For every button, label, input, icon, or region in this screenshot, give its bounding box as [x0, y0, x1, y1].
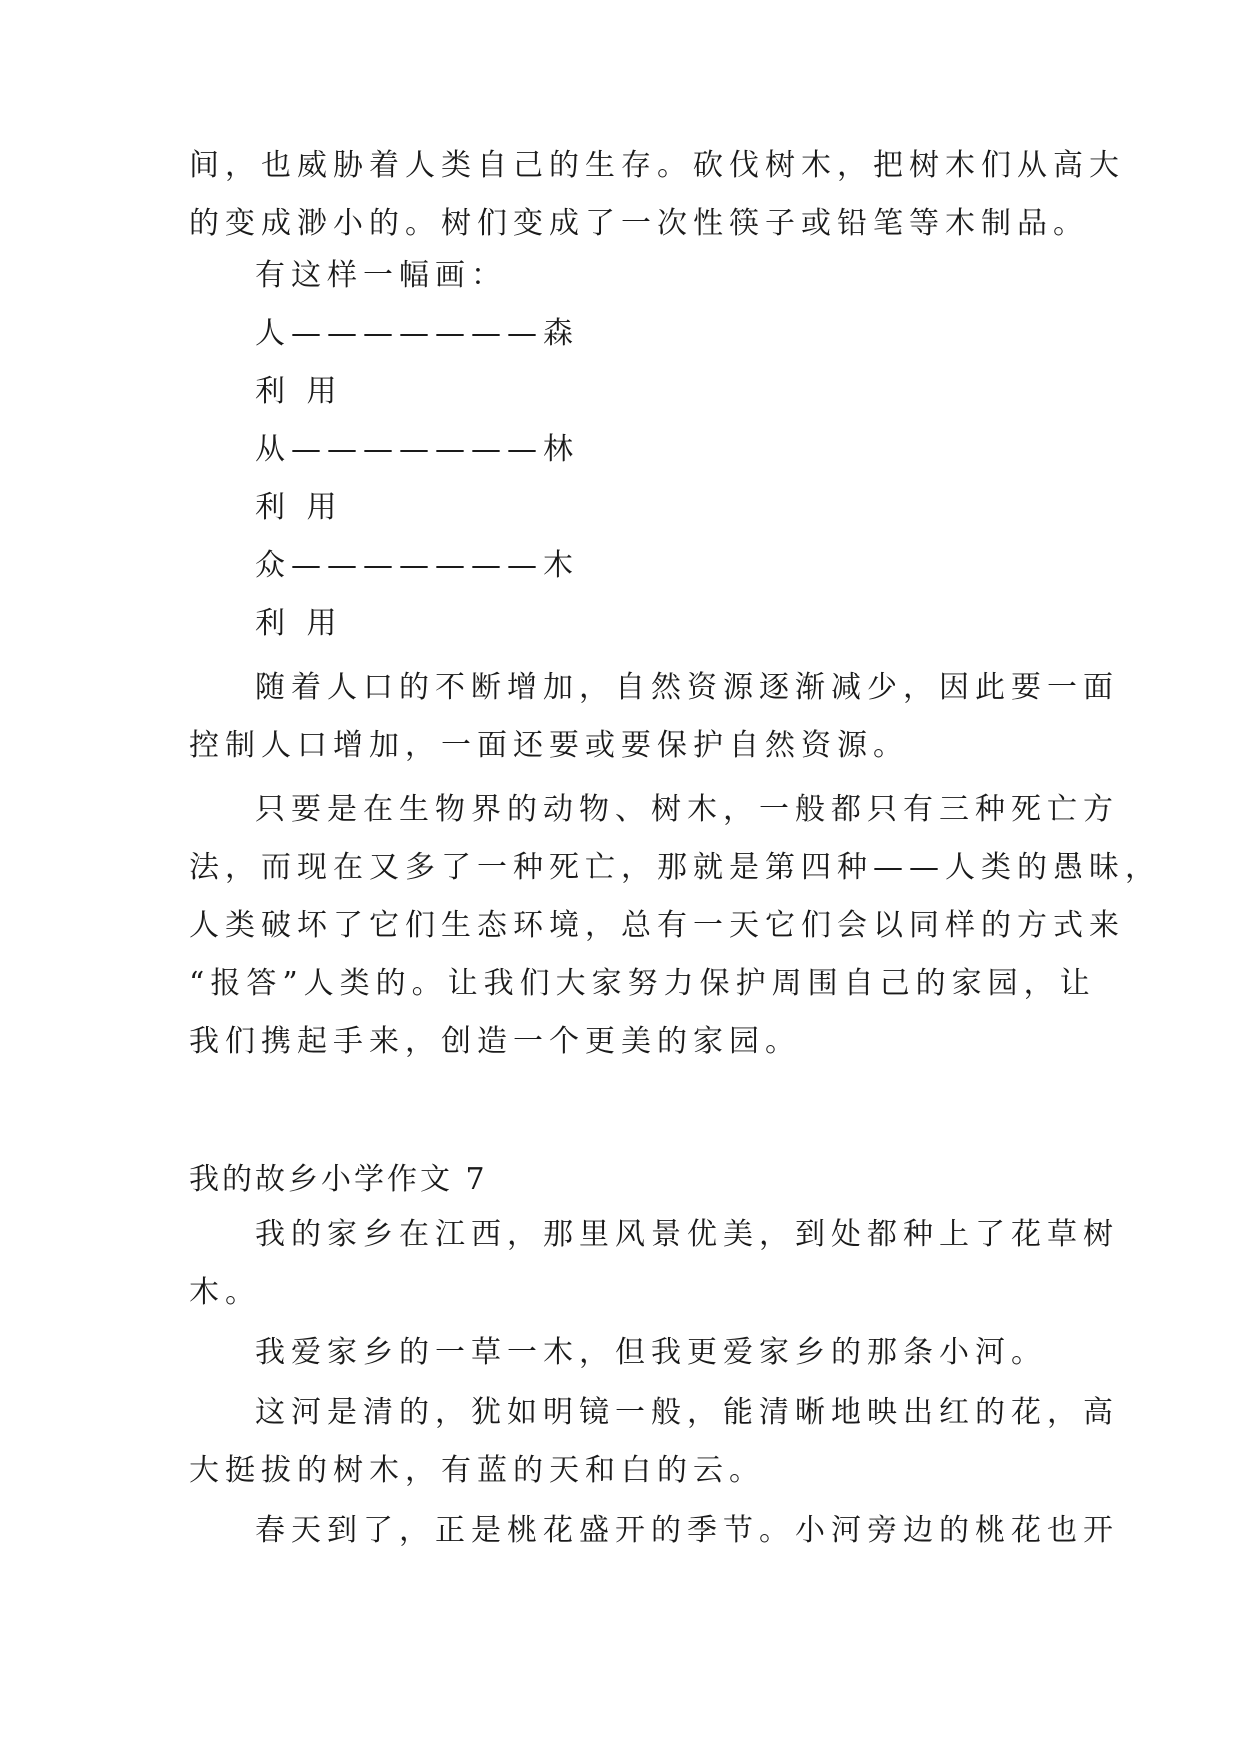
diagram-line: 从———————林	[255, 432, 579, 467]
paragraph-line: 有这样一幅画：	[255, 258, 507, 293]
diagram-line: 人———————森	[255, 316, 579, 351]
paragraph-line: 间，也威胁着人类自己的生存。砍伐树木，把树木们从高大	[189, 148, 1125, 183]
paragraph-line: “报答”人类的。让我们大家努力保护周围自己的家园，让	[189, 966, 1096, 1001]
paragraph-line: 控制人口增加，一面还要或要保护自然资源。	[189, 728, 909, 763]
diagram-line: 利 用	[255, 490, 343, 525]
text-block-lower	[189, 1206, 1119, 1560]
section-title: 我的故乡小学作文 7	[189, 1162, 488, 1197]
paragraph-line: 法，而现在又多了一种死亡，那就是第四种——人类的愚昧，	[189, 850, 1161, 885]
text-block-upper	[189, 137, 1161, 1071]
paragraph-line: 春天到了，正是桃花盛开的季节。小河旁边的桃花也开	[255, 1513, 1119, 1548]
diagram-line: 利 用	[255, 606, 343, 641]
diagram-line: 利 用	[255, 374, 343, 409]
paragraph-line: 人类破坏了它们生态环境，总有一天它们会以同样的方式来	[189, 908, 1125, 943]
paragraph-line: 这河是清的，犹如明镜一般，能清晰地映出红的花，高	[255, 1395, 1119, 1430]
paragraph-line: 我的家乡在江西，那里风景优美，到处都种上了花草树	[255, 1217, 1119, 1252]
paragraph-line: 大挺拔的树木，有蓝的天和白的云。	[189, 1453, 765, 1488]
paragraph-line: 我们携起手来，创造一个更美的家园。	[189, 1024, 801, 1059]
paragraph-line: 木。	[189, 1275, 261, 1310]
paragraph-line: 的变成渺小的。树们变成了一次性筷子或铅笔等木制品。	[189, 206, 1089, 241]
diagram-line: 众———————木	[255, 548, 579, 583]
paragraph-line: 我爱家乡的一草一木，但我更爱家乡的那条小河。	[255, 1335, 1047, 1370]
paragraph-line: 随着人口的不断增加，自然资源逐渐减少，因此要一面	[255, 670, 1119, 705]
paragraph-line: 只要是在生物界的动物、树木，一般都只有三种死亡方	[255, 792, 1119, 827]
